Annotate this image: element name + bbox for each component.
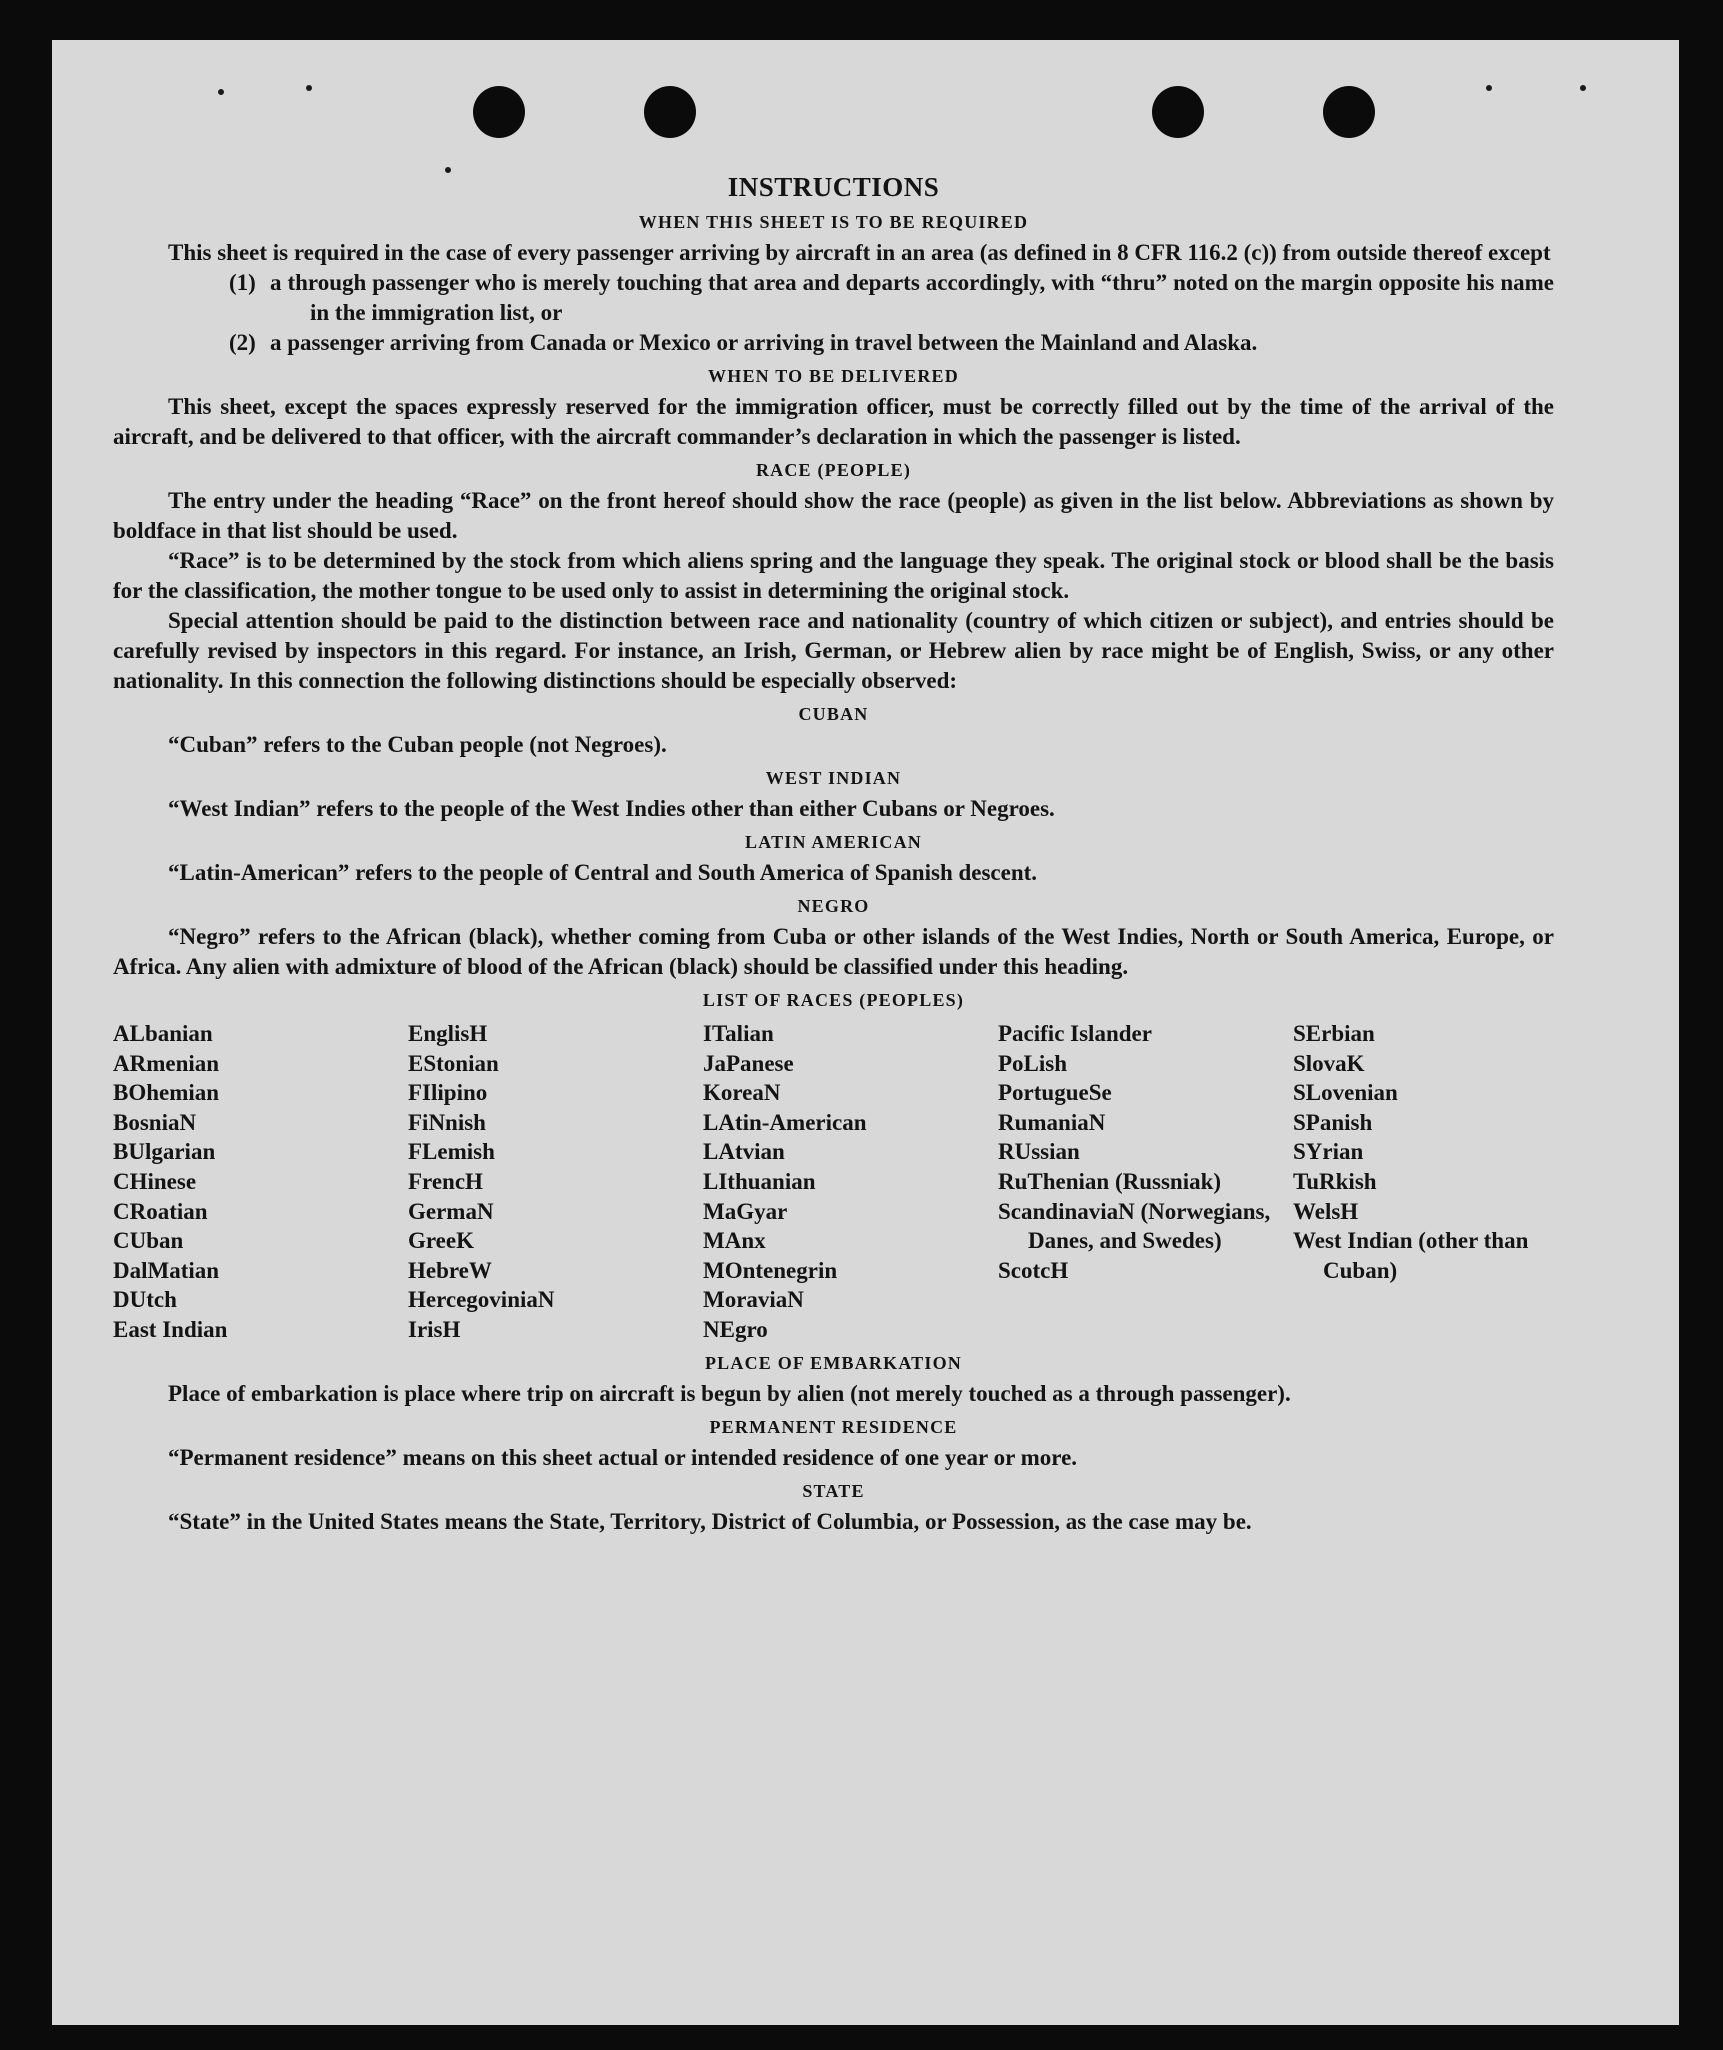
when-required-text: This sheet is required in the case of every passenger arriving by aircraft in an area (as defined in 8 CFR 116.2 (c)) from outside thereof except xyxy=(168,240,1551,265)
race-entry: CHinese xyxy=(113,1168,197,1194)
race-entry: SYrian xyxy=(1293,1139,1364,1165)
exception-number: (2) xyxy=(229,330,256,355)
punch-hole xyxy=(644,86,696,138)
exception-text: a passenger arriving from Canada or Mexico or arriving in travel between the Mainland and Alaska. xyxy=(270,330,1258,355)
latin-american-definition: “Latin-American” refers to the people of Central and South America of Spanish descent. xyxy=(168,860,1038,885)
race-entry: BUlgarian xyxy=(113,1139,216,1165)
embarkation-definition: Place of embarkation is place where trip on aircraft is begun by alien (not merely touched as a through passenger). xyxy=(168,1380,1291,1406)
cuban-definition: “Cuban” refers to the Cuban people (not Negroes). xyxy=(168,732,667,757)
punch-hole xyxy=(1152,86,1204,138)
race-entry: ScandinaviaN (Norwegians, Danes, and Swedes) xyxy=(998,1198,1271,1254)
race-entry: MOntenegrin xyxy=(703,1257,838,1283)
race-entry: SlovaK xyxy=(1293,1050,1365,1076)
punch-hole xyxy=(473,86,525,138)
exception-item xyxy=(113,268,1554,328)
race-entry: HebreW xyxy=(408,1257,492,1283)
heading-embarkation: PLACE OF EMBARKATION xyxy=(704,1352,962,1373)
race-entry: LIthuanian xyxy=(703,1168,816,1194)
race-entry: ITalian xyxy=(703,1021,774,1046)
race-entry: MoraviaN xyxy=(703,1287,804,1313)
race-entry: CRoatian xyxy=(113,1198,208,1224)
heading-permanent-residence: PERMANENT RESIDENCE xyxy=(709,1416,958,1437)
race-entry: RUssian xyxy=(998,1139,1080,1165)
race-entry: MaGyar xyxy=(703,1198,788,1224)
speck xyxy=(306,85,312,91)
race-entry: East Indian xyxy=(113,1316,228,1342)
heading-race: RACE (PEOPLE) xyxy=(755,460,912,480)
race-entry: PortugueSe xyxy=(998,1080,1112,1106)
race-entry: BOhemian xyxy=(113,1080,220,1106)
speck xyxy=(218,89,224,95)
races-column xyxy=(113,1019,408,1345)
heading-when-delivered: WHEN TO BE DELIVERED xyxy=(708,366,959,386)
heading-west-indian: WEST INDIAN xyxy=(765,768,902,788)
race-entry: LAtvian xyxy=(703,1139,785,1165)
race-entry: FiNnish xyxy=(408,1109,486,1135)
exception-text: a through passenger who is merely touching that area and departs accordingly, with “thru” noted on the margin opposite his name in the immigration list, or xyxy=(270,270,1554,325)
race-entry: ALbanian xyxy=(113,1021,213,1046)
speck xyxy=(1580,85,1586,91)
race-entry: TuRkish xyxy=(1293,1168,1377,1194)
instruction-sheet xyxy=(52,40,1679,2025)
races-column xyxy=(1293,1019,1553,1345)
race-entry: LAtin-American xyxy=(703,1109,867,1135)
race-entry: EnglisH xyxy=(408,1021,488,1046)
speck xyxy=(1486,85,1492,91)
race-entry: West Indian (other than Cuban) xyxy=(1293,1228,1529,1283)
when-delivered-text: This sheet, except the spaces expressly reserved for the immigration officer, must be correctly filled out by the time of the arrival of the aircraft, and be delivered to that officer, with the aircraft commander’s declaration in which the passenger is listed. xyxy=(113,394,1554,449)
west-indian-definition: “West Indian” refers to the people of the West Indies other than either Cubans or Negroes. xyxy=(168,796,1055,821)
races-column xyxy=(998,1019,1293,1345)
race-paragraph: “Race” is to be determined by the stock from which aliens spring and the language they speak. The original stock or blood shall be the basis for the classification, the mother tongue to be used only to assist in determining the original stock. xyxy=(113,548,1554,603)
races-list xyxy=(113,1019,1554,1345)
race-entry: SPanish xyxy=(1293,1109,1373,1135)
race-entry: SLovenian xyxy=(1293,1080,1398,1106)
race-entry: CUban xyxy=(113,1228,184,1254)
race-entry: GreeK xyxy=(408,1228,474,1254)
residence-definition: “Permanent residence” means on this sheet actual or intended residence of one year or more. xyxy=(168,1444,1078,1470)
state-definition: “State” in the United States means the State, Territory, District of Columbia, or Possession, as the case may be. xyxy=(168,1508,1252,1534)
heading-latin-american: LATIN AMERICAN xyxy=(745,832,922,852)
heading-list-of-races: LIST OF RACES (PEOPLES) xyxy=(702,990,965,1010)
race-entry: NEgro xyxy=(703,1316,768,1342)
race-paragraph: The entry under the heading “Race” on the front hereof should show the race (people) as given in the list below. Abbreviations as shown by boldface in that list should be used. xyxy=(113,488,1554,543)
instructions-content xyxy=(113,170,1554,1537)
race-entry: ARmenian xyxy=(113,1050,220,1076)
race-entry: DalMatian xyxy=(113,1257,220,1283)
race-entry: FLemish xyxy=(408,1139,495,1165)
race-entry: PoLish xyxy=(998,1050,1068,1076)
race-entry: Pacific Islander xyxy=(998,1021,1152,1046)
race-entry: EStonian xyxy=(408,1050,499,1076)
heading-when-required: WHEN THIS SHEET IS TO BE REQUIRED xyxy=(638,212,1029,232)
race-entry: WelsH xyxy=(1293,1198,1359,1224)
race-entry: IrisH xyxy=(408,1316,461,1342)
race-entry: KoreaN xyxy=(703,1080,781,1106)
race-paragraph: Special attention should be paid to the distinction between race and nationality (country of which citizen or subject), and entries should be carefully revised by inspectors in this regard. For instance, an Irish, German, or Hebrew alien by race might be of English, Swiss, or any other nationality. In this connection the following distinctions should be especially observed: xyxy=(113,608,1554,693)
race-entry: SErbian xyxy=(1293,1021,1375,1046)
heading-negro: NEGRO xyxy=(797,896,870,916)
race-entry: GermaN xyxy=(408,1198,494,1224)
race-entry: RuThenian (Russniak) xyxy=(998,1168,1222,1194)
race-entry: DUtch xyxy=(113,1287,177,1313)
race-entry: ScotcH xyxy=(998,1257,1069,1283)
race-entry: MAnx xyxy=(703,1228,766,1254)
race-entry: FIlipino xyxy=(408,1080,488,1106)
negro-definition: “Negro” refers to the African (black), whether coming from Cuba or other islands of the West Indies, North or South America, Europe, or Africa. Any alien with admixture of blood of the African (black) should be classified under this heading. xyxy=(113,924,1554,979)
exception-item xyxy=(113,328,1554,358)
heading-state: STATE xyxy=(802,1480,865,1501)
races-column xyxy=(703,1019,998,1345)
race-entry: FrencH xyxy=(408,1168,483,1194)
exception-number: (1) xyxy=(229,270,256,295)
races-column xyxy=(408,1019,703,1345)
heading-cuban: CUBAN xyxy=(798,704,869,724)
race-entry: HercegoviniaN xyxy=(408,1287,555,1313)
punch-hole xyxy=(1323,86,1375,138)
page-title: INSTRUCTIONS xyxy=(727,172,940,202)
race-entry: BosniaN xyxy=(113,1109,197,1135)
race-entry: RumaniaN xyxy=(998,1109,1106,1135)
race-entry: JaPanese xyxy=(703,1050,794,1076)
